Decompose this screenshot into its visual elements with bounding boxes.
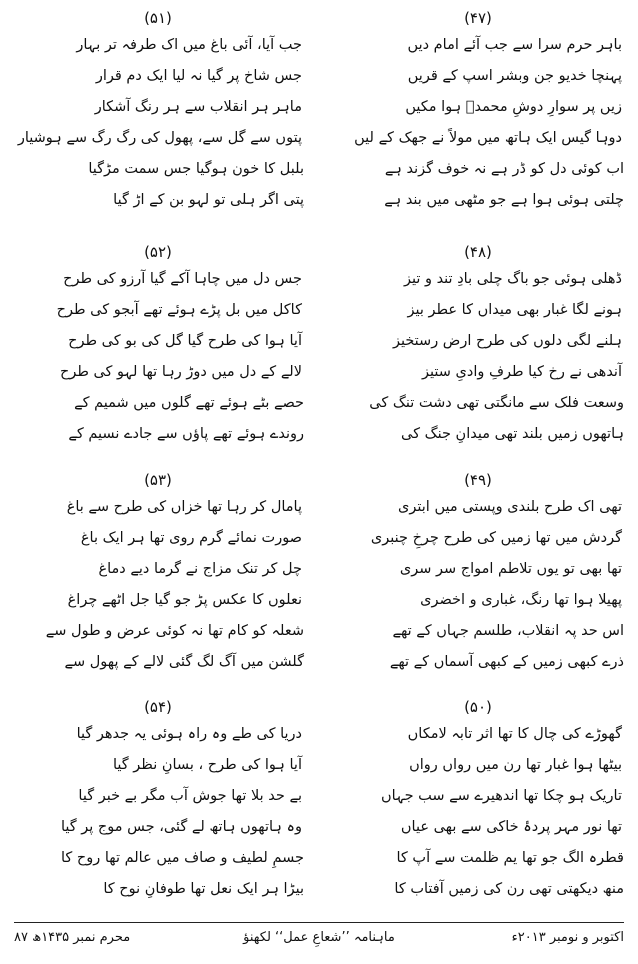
verse-line: بیٹھا ہوا غبار تھا رن میں رواں رواں — [409, 757, 622, 773]
verse-line: ذرے کبھی زمیں کے کبھی آسماں کے تھے — [389, 654, 624, 670]
stanza-52 — [8, 240, 308, 450]
footer-issue-page — [14, 923, 130, 953]
stanza-47 — [328, 6, 628, 216]
verse-line: چلتی ہوئی ہوا ہے جو مٹھی میں بند ہے — [384, 192, 624, 208]
verse-line: شعلہ کو کام تھا نہ کوئی عرض و طول سے — [45, 623, 304, 639]
verse-line: زیں پر سوارِ دوشِ محمدؐ ہوا مکیں — [405, 99, 622, 115]
verse-line: گلشن میں آگ لگ گئی لالے کے پھول سے — [64, 654, 304, 670]
verse-line: جسمِ لطیف و صاف میں عالم تھا روح کا — [60, 850, 304, 866]
verse-line: قطرہ الگ جو تھا یم ظلمت سے آپ کا — [396, 850, 624, 866]
verse-line: روندے ہوئے تھے پاؤں سے جادے نسیم کے — [68, 426, 304, 442]
page-footer — [14, 922, 624, 953]
verse-line: پامال کر رہا تھا خزاں کی طرح سے باغ — [66, 499, 302, 515]
verse-line: بے حد بلا تھا جوش آب مگر بے خبر گیا — [78, 788, 302, 804]
verse-line: باہر حرم سرا سے جب آئے امام دیں — [407, 37, 622, 53]
verse-line: منھ دیکھتی تھی رن کی زمیں آفتاب کا — [394, 881, 624, 897]
verse-line: وہ ہاتھوں ہاتھ لے گئی، جس موج پر گیا — [60, 819, 302, 835]
stanza-49 — [328, 468, 628, 678]
footer-magazine-name: ماہنامہ ’’شعاعِ عمل‘‘ لکھنؤ — [243, 930, 395, 945]
verse-line: کاکل میں بل پڑے ہوئے تھے آبجو کی طرح — [56, 302, 302, 318]
verse-line: لالے کے دل میں دوڑ رہا تھا لہو کی طرح — [59, 364, 302, 380]
footer-issue: محرم نمبر ۱۴۳۵ھ — [32, 930, 131, 945]
verse-line: بیڑا ہر ایک نعل تھا طوفانِ نوح کا — [103, 881, 304, 897]
stanza-number: (۴۹) — [464, 471, 492, 489]
verse-line: صورت نمائے گرم روی تھا ہر ایک باغ — [80, 530, 302, 546]
verse-line: جس شاخ پر گیا نہ لیا ایک دم قرار — [95, 68, 302, 84]
verse-line: پھیلا ہوا تھا رنگ، غباری و اخضری — [420, 592, 622, 608]
verse-line: دوہا گیس ایک ہاتھ میں مولاً نے جھک کے لیں — [354, 130, 622, 146]
verse-line: دریا کی طے وہ راہ ہوئی یہ جدھر گیا — [76, 726, 302, 742]
stanza-number: (۵۲) — [144, 243, 172, 261]
verse-line: گھوڑے کی چال کا تھا اثر تابہ لامکاں — [407, 726, 622, 742]
verse-line: ڈھلی ہوئی جو باگ چلی بادِ تند و تیز — [403, 271, 622, 287]
verse-line: جس دل میں چاہا آکے گیا آرزو کی طرح — [63, 271, 302, 287]
verse-line: حصے بٹے ہوئے تھے گلوں میں شمیم کے — [74, 395, 304, 411]
verse-line: اب کوئی دل کو ڈر ہے نہ خوف گزند ہے — [384, 161, 624, 177]
verse-line: آندھی نے رخ کیا طرفِ وادیِ ستیز — [422, 364, 622, 380]
verse-line: تھا نور مہر پردۂ خاکی سے بھی عیاں — [400, 819, 622, 835]
verse-line: نعلوں کا عکس پڑ جو گیا جل اٹھے چراغ — [67, 592, 302, 608]
verse-line: ہونے لگا غبار بھی میداں کا عطر بیز — [407, 302, 622, 318]
footer-date: اکتوبر و نومبر ۲۰۱۳ء — [511, 930, 624, 945]
verse-line: جب آیا، آئی باغ میں اک طرفہ تر بہار — [76, 37, 302, 53]
stanza-number: (۵۳) — [144, 471, 172, 489]
verse-line: پتوں سے گل سے، پھول کی رگ رگ سے ہوشیار — [17, 130, 302, 146]
verse-line: پتی اگر ہلی تو لہو بن کے اڑ گیا — [113, 192, 304, 208]
verse-line: ہاتھوں زمیں بلند تھی میدانِ جنگ کی — [401, 426, 624, 442]
verse-line: چل کر تنک مزاج نے گرما دیے دماغ — [98, 561, 302, 577]
verse-line: وسعت فلک سے مانگتی تھی دشت تنگ کی — [369, 395, 624, 411]
verse-line: گردش میں تھا زمیں کی طرح چرخِ چنبری — [370, 530, 622, 546]
footer-page-number: ۸۷ — [14, 930, 28, 945]
verse-line: آیا ہوا کی طرح ، بسانِ نظر گیا — [113, 757, 302, 773]
stanza-51 — [8, 6, 308, 216]
verse-line: ماہر ہر انقلاب سے ہر رنگ آشکار — [94, 99, 302, 115]
stanza-number: (۴۷) — [464, 9, 492, 27]
stanza-53 — [8, 468, 308, 678]
verse-line: پہنچا خدیو جن وبشر اسپ کے قریں — [407, 68, 622, 84]
stanza-number: (۵۰) — [464, 698, 492, 716]
verse-line: تاریک ہو چکا تھا اندھیرے سے سب جہاں — [381, 788, 622, 804]
stanza-number: (۵۱) — [144, 9, 172, 27]
verse-line: ہلنے لگی دلوں کی طرح ارض رستخیز — [392, 333, 622, 349]
verse-line: تھا بھی تو یوں تلاطم امواج سر سری — [399, 561, 622, 577]
verse-line: آیا ہوا کی طرح گیا گل کی بو کی طرح — [68, 333, 302, 349]
stanza-number: (۴۸) — [464, 243, 492, 261]
verse-line: اس حد پہ انقلاب، طلسم جہاں کے تھے — [392, 623, 624, 639]
stanza-number: (۵۴) — [144, 698, 172, 716]
stanza-54 — [8, 695, 308, 905]
verse-line: بلبل کا خون ہوگیا جس سمت مڑگیا — [88, 161, 304, 177]
verse-line: تھی اک طرح بلندی وپستی میں ابتری — [398, 499, 622, 515]
stanza-48 — [328, 240, 628, 450]
stanza-50 — [328, 695, 628, 905]
